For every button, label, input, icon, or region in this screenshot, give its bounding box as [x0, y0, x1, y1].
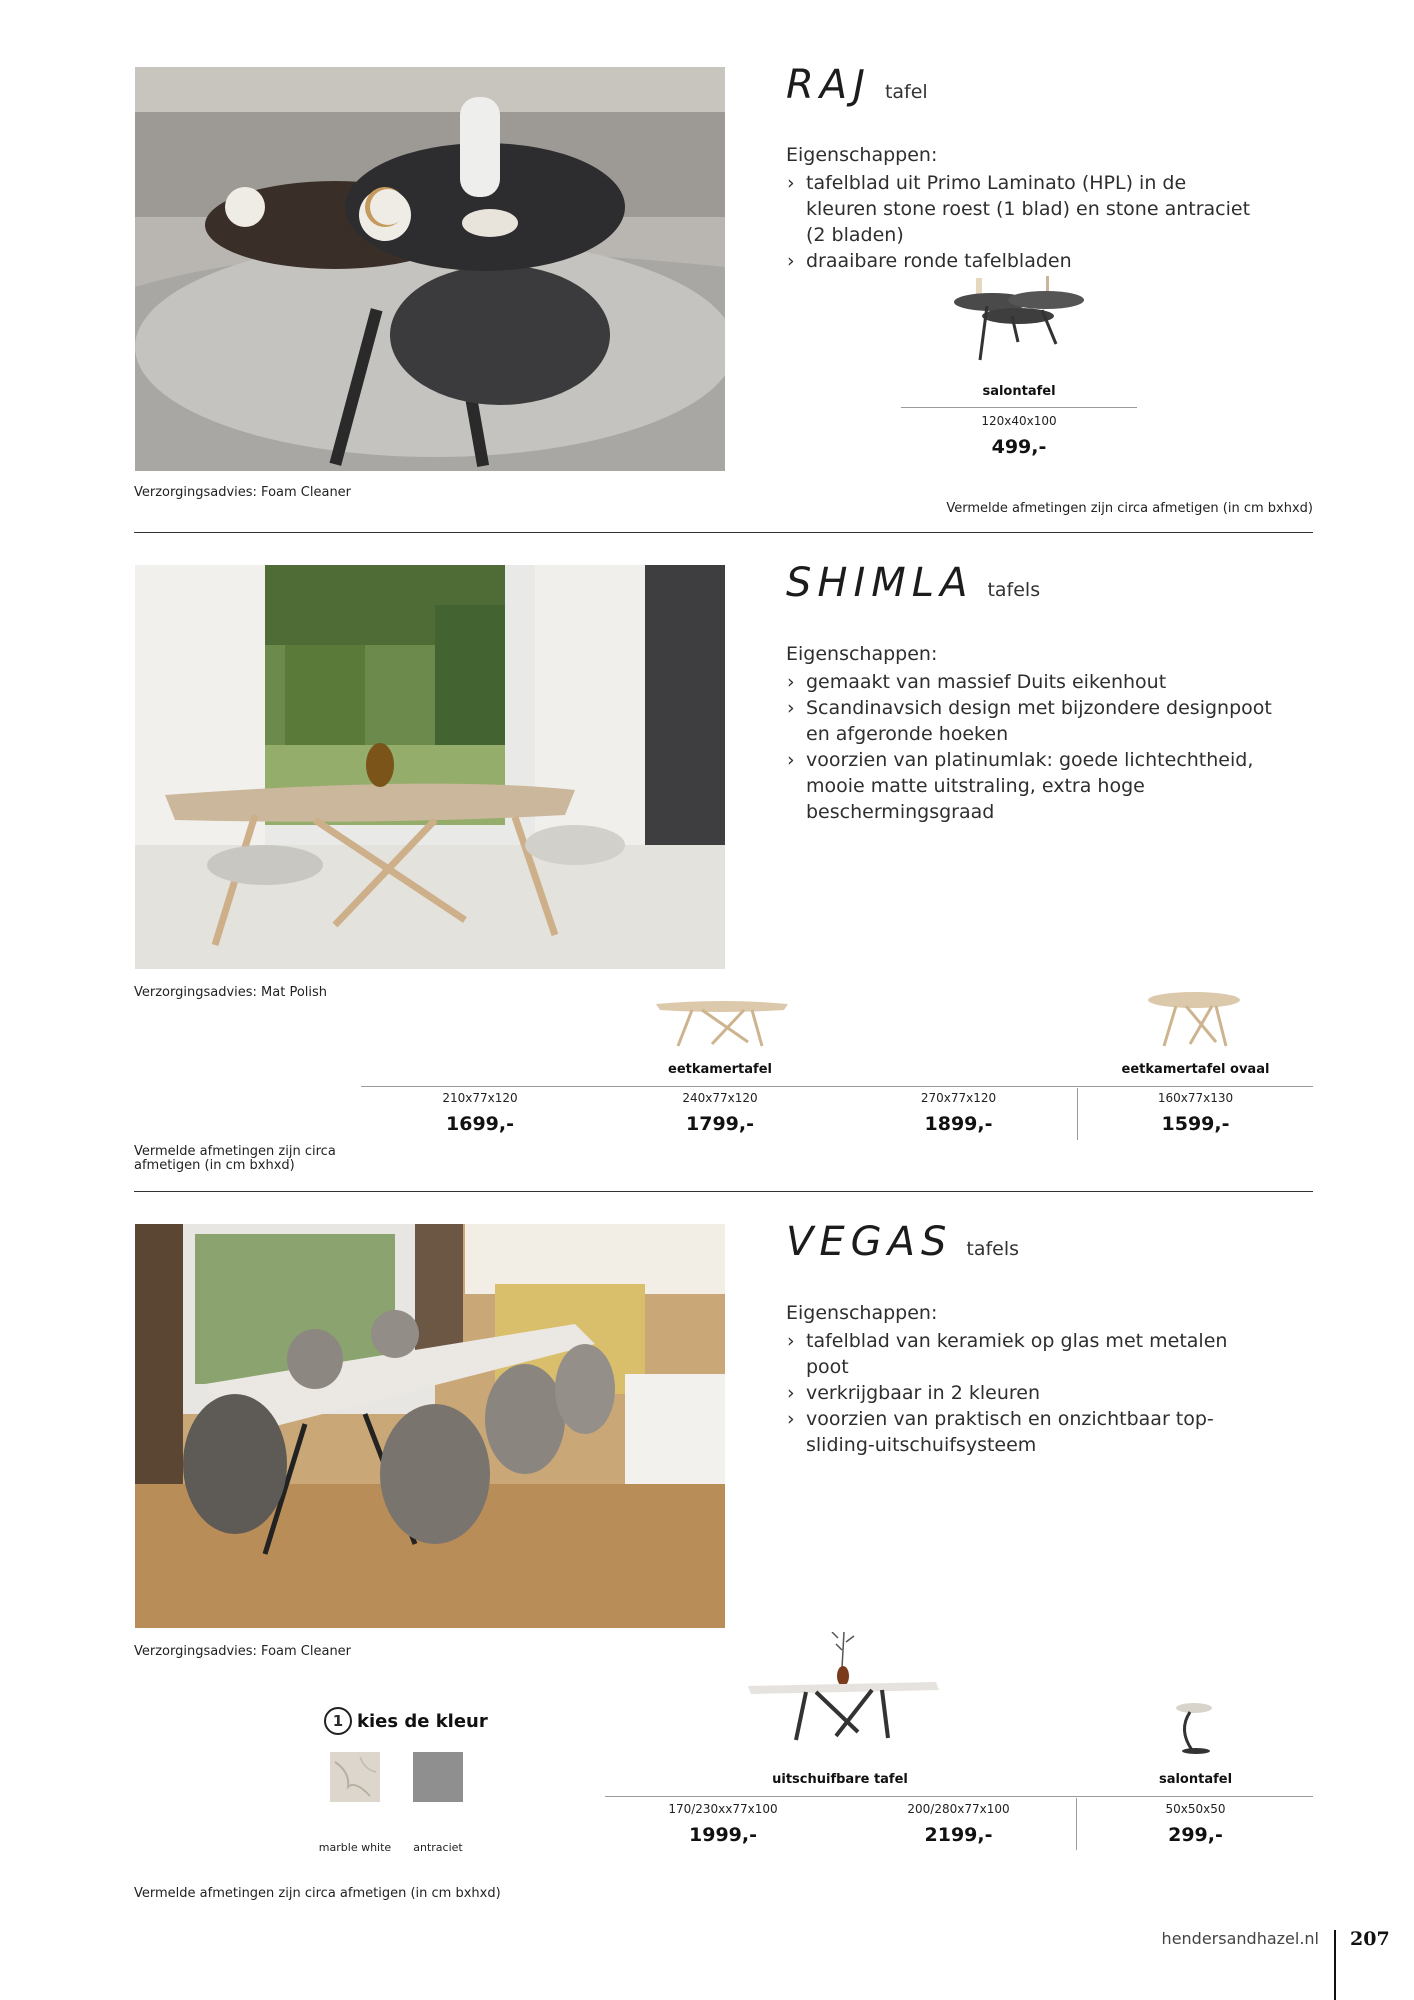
shimla-dimension: 270x77x120: [920, 1091, 997, 1105]
shimla-table-divider: [361, 1086, 1313, 1087]
vegas-dimension: 170/230xx77x100: [668, 1802, 778, 1816]
extendable-table-icon: [746, 1632, 941, 1744]
shimla-property: › Scandinavsich design met bijzondere designpoot en afgeronde hoeken: [786, 695, 1286, 747]
section-divider: [134, 1191, 1313, 1192]
raj-dimension-note: Vermelde afmetingen zijn circa afmetigen (in cm bxhxd): [946, 501, 1313, 516]
shimla-dimension: 160x77x130: [1157, 1091, 1234, 1105]
dining-table-icon: [652, 994, 792, 1050]
vegas-properties: [786, 1300, 1266, 1458]
vegas-dimension-note: Vermelde afmetingen zijn circa afmetigen (in cm bxhxd): [134, 1886, 501, 1901]
side-table-icon: [1172, 1700, 1216, 1756]
vegas-photo: [135, 1224, 725, 1628]
vegas-properties-heading: Eigenschappen:: [786, 1302, 938, 1324]
shimla-price: 1799,-: [686, 1113, 754, 1135]
shimla-properties: [786, 641, 1286, 825]
shimla-name: SHIMLA: [786, 560, 974, 606]
raj-product-label: salontafel: [982, 384, 1056, 399]
color-name: marble white: [318, 1841, 392, 1854]
raj-subtitle: tafel: [884, 81, 928, 103]
vegas-property: › tafelblad van keramiek op glas met metalen poot: [786, 1328, 1266, 1380]
raj-property: › tafelblad uit Primo Laminato (HPL) in de kleuren stone roest (1 blad) en stone antraciet (2 bladen): [786, 170, 1256, 248]
vegas-title: [786, 1219, 1019, 1265]
vegas-subtitle: tafels: [966, 1238, 1020, 1260]
step-number-icon: 1: [324, 1707, 352, 1735]
shimla-dimension: 210x77x120: [442, 1091, 518, 1105]
vegas-price: 1999,-: [689, 1824, 757, 1846]
color-name: antraciet: [413, 1841, 463, 1854]
vegas-label-side: salontafel: [1158, 1772, 1233, 1787]
vegas-price: 299,-: [1168, 1824, 1223, 1846]
page-number: 207: [1350, 1928, 1390, 1950]
color-swatch-marble-white[interactable]: [330, 1752, 380, 1802]
color-chooser-heading: [324, 1707, 488, 1735]
vegas-dimension: 50x50x50: [1165, 1802, 1226, 1816]
raj-title: [786, 62, 928, 108]
raj-product-divider: [901, 407, 1137, 408]
footer-separator: [1334, 1930, 1336, 2000]
raj-properties-heading: Eigenschappen:: [786, 144, 938, 166]
shimla-photo: [135, 565, 725, 969]
shimla-care-advice: Verzorgingsadvies: Mat Polish: [134, 985, 328, 1000]
shimla-property: › voorzien van platinumlak: goede lichtechtheid, mooie matte uitstraling, extra hoge beschermingsgraad: [786, 747, 1286, 825]
raj-name: RAJ: [786, 62, 871, 108]
vegas-property: › verkrijgbaar in 2 kleuren: [786, 1380, 1266, 1406]
shimla-label-oval: eetkamertafel ovaal: [1121, 1062, 1270, 1077]
color-chooser-title: kies de kleur: [357, 1710, 488, 1732]
vegas-property: › voorzien van praktisch en onzichtbaar top-sliding-uitschuifsysteem: [786, 1406, 1266, 1458]
shimla-title: [786, 560, 1040, 606]
vegas-table-divider: [605, 1796, 1313, 1797]
footer-site[interactable]: hendersandhazel.nl: [1161, 1929, 1319, 1948]
vegas-column-divider: [1076, 1798, 1077, 1850]
shimla-subtitle: tafels: [987, 579, 1041, 601]
shimla-price: 1699,-: [446, 1113, 514, 1135]
shimla-price: 1599,-: [1161, 1113, 1230, 1135]
vegas-care-advice: Verzorgingsadvies: Foam Cleaner: [134, 1644, 352, 1659]
shimla-price: 1899,-: [924, 1113, 993, 1135]
raj-care-advice: Verzorgingsadvies: Foam Cleaner: [134, 485, 352, 500]
oval-dining-table-icon: [1146, 990, 1242, 1050]
shimla-label-main: eetkamertafel: [668, 1062, 772, 1077]
vegas-label-extendable: uitschuifbare tafel: [772, 1772, 908, 1787]
shimla-properties-heading: Eigenschappen:: [786, 643, 938, 665]
raj-price: 499,-: [991, 436, 1047, 458]
vegas-dimension: 200/280x77x100: [907, 1802, 1010, 1816]
section-divider: [134, 532, 1313, 533]
vegas-price: 2199,-: [924, 1824, 993, 1846]
shimla-dimension-note: Vermelde afmetingen zijn circa afmetigen (in cm bxhxd): [134, 1144, 336, 1173]
raj-dimension: 120x40x100: [981, 414, 1057, 428]
raj-properties: [786, 142, 1256, 274]
coffee-table-icon: [952, 272, 1086, 364]
raj-photo: [135, 67, 725, 471]
raj-property: › draaibare ronde tafelbladen: [786, 248, 1256, 274]
vegas-name: VEGAS: [786, 1219, 953, 1265]
color-swatch-antraciet[interactable]: [413, 1752, 463, 1802]
shimla-dimension: 240x77x120: [682, 1091, 758, 1105]
shimla-property: › gemaakt van massief Duits eikenhout: [786, 669, 1286, 695]
